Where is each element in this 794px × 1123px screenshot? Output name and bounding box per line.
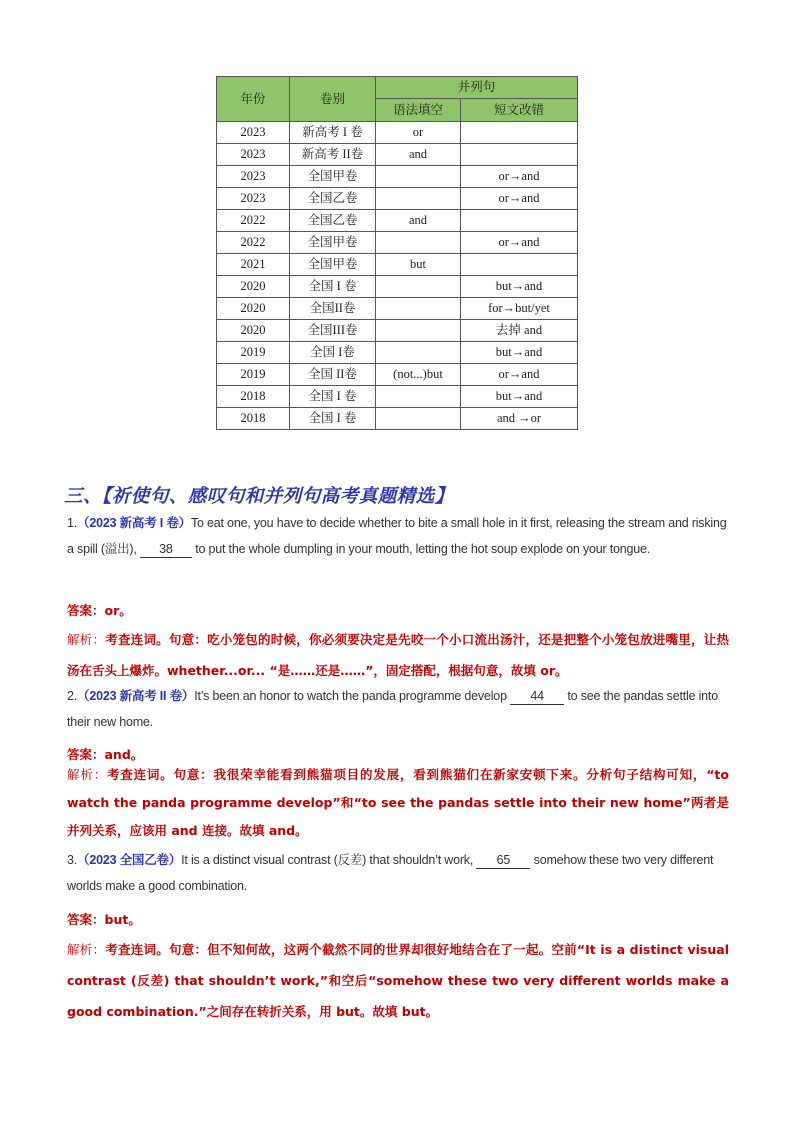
cell-year: 2020 bbox=[217, 320, 290, 342]
cell-paper: 全国甲卷 bbox=[290, 254, 376, 276]
header-grammar-fill: 语法填空 bbox=[376, 99, 461, 122]
cell-year: 2022 bbox=[217, 232, 290, 254]
question-text: to put the whole dumpling in your mouth, letting the hot soup explode on your tongue. bbox=[195, 542, 651, 556]
explanation-label: 解析： bbox=[67, 632, 106, 647]
cell-year: 2019 bbox=[217, 342, 290, 364]
cell-grammar-fill: or bbox=[376, 122, 461, 144]
cell-grammar-fill bbox=[376, 386, 461, 408]
cell-error-correction bbox=[461, 254, 578, 276]
cell-error-correction: for→but/yet bbox=[461, 298, 578, 320]
cell-year: 2018 bbox=[217, 386, 290, 408]
cell-year: 2020 bbox=[217, 276, 290, 298]
header-paper: 卷别 bbox=[290, 77, 376, 122]
cell-year: 2019 bbox=[217, 364, 290, 386]
cell-grammar-fill bbox=[376, 276, 461, 298]
cell-year: 2023 bbox=[217, 144, 290, 166]
cell-error-correction bbox=[461, 122, 578, 144]
cell-error-correction bbox=[461, 144, 578, 166]
question-1 bbox=[67, 510, 727, 562]
blank-number: 44 bbox=[510, 688, 564, 705]
table-row bbox=[217, 298, 578, 320]
cell-year: 2023 bbox=[217, 122, 290, 144]
table-row bbox=[217, 276, 578, 298]
cell-error-correction: but→and bbox=[461, 276, 578, 298]
table-row bbox=[217, 254, 578, 276]
table-row bbox=[217, 188, 578, 210]
header-error-correction: 短文改错 bbox=[461, 99, 578, 122]
table-row bbox=[217, 408, 578, 430]
cell-paper: 全国甲卷 bbox=[290, 232, 376, 254]
question-text: To eat one, you have to decide whether to bite a small hole in it first, releasing the stream and risking a spill (溢出), bbox=[67, 516, 727, 556]
blank-number: 38 bbox=[140, 541, 192, 558]
cell-paper: 全国II卷 bbox=[290, 298, 376, 320]
question-text: It is a distinct visual contrast (反差) that shouldn’t work, bbox=[181, 853, 474, 867]
explanation-text: 考查连词。句意：但不知何故，这两个截然不同的世界却很好地结合在了一起。空前“It is a distinct visual contrast (反差) that shouldn’t work,”和空后“somehow these two very different worlds make a good combination.”之间存在转折关系，用 but。故填 but。 bbox=[67, 942, 729, 1019]
question-source: （2023 新高考 I 卷） bbox=[77, 516, 191, 530]
cell-year: 2023 bbox=[217, 166, 290, 188]
cell-year: 2018 bbox=[217, 408, 290, 430]
cell-paper: 全国III卷 bbox=[290, 320, 376, 342]
blank-number: 65 bbox=[476, 852, 530, 869]
table-row bbox=[217, 386, 578, 408]
cell-paper: 全国 I卷 bbox=[290, 342, 376, 364]
cell-grammar-fill bbox=[376, 342, 461, 364]
question-source: （2023 新高考 II 卷） bbox=[77, 689, 195, 703]
cell-grammar-fill bbox=[376, 166, 461, 188]
cell-year: 2022 bbox=[217, 210, 290, 232]
question-number: 3. bbox=[67, 853, 78, 867]
cell-paper: 全国 I 卷 bbox=[290, 408, 376, 430]
cell-grammar-fill: (not...)but bbox=[376, 364, 461, 386]
cell-paper: 新高考 II卷 bbox=[290, 144, 376, 166]
explanation-text: 考查连词。句意：我很荣幸能看到熊猫项目的发展，看到熊猫们在新家安顿下来。分析句子结构可知，“to watch the panda programme develop”和“to see the pandas settle into their new home”两者是并列关系，应该用 and 连接。故填 and。 bbox=[67, 767, 729, 838]
section-title: 三、【祈使句、感叹句和并列句高考真题精选】 bbox=[64, 486, 454, 507]
table-row bbox=[217, 144, 578, 166]
cell-grammar-fill: but bbox=[376, 254, 461, 276]
question-2 bbox=[67, 683, 727, 735]
cell-grammar-fill bbox=[376, 408, 461, 430]
cell-error-correction: 去掉 and bbox=[461, 320, 578, 342]
header-compound-sentence: 并列句 bbox=[376, 77, 578, 99]
explanation-label: 解析： bbox=[67, 767, 107, 782]
table-row bbox=[217, 210, 578, 232]
cell-paper: 全国 I 卷 bbox=[290, 276, 376, 298]
cell-year: 2020 bbox=[217, 298, 290, 320]
question-number: 2. bbox=[67, 689, 78, 703]
cell-error-correction: or→and bbox=[461, 232, 578, 254]
answer-2: 答案：and。 bbox=[67, 747, 144, 762]
cell-error-correction: but→and bbox=[461, 386, 578, 408]
table-row bbox=[217, 166, 578, 188]
cell-paper: 全国 I 卷 bbox=[290, 386, 376, 408]
cell-paper: 新高考 I 卷 bbox=[290, 122, 376, 144]
explanation-text: 考查连词。句意：吃小笼包的时候，你必须要决定是先咬一个小口流出汤汁，还是把整个小笼包放进嘴里，让热汤在舌头上爆炸。whether...or... “是……还是……”，固定搭配，根据句意，故填 or。 bbox=[67, 632, 729, 678]
cell-error-correction: or→and bbox=[461, 188, 578, 210]
cell-error-correction: and →or bbox=[461, 408, 578, 430]
question-number: 1. bbox=[67, 516, 78, 530]
table-row bbox=[217, 232, 578, 254]
table-row bbox=[217, 320, 578, 342]
cell-error-correction bbox=[461, 210, 578, 232]
explanation-1 bbox=[67, 624, 729, 686]
explanation-2 bbox=[67, 761, 729, 845]
table-row bbox=[217, 364, 578, 386]
cell-year: 2023 bbox=[217, 188, 290, 210]
cell-error-correction: or→and bbox=[461, 364, 578, 386]
cell-grammar-fill bbox=[376, 320, 461, 342]
cell-paper: 全国乙卷 bbox=[290, 188, 376, 210]
cell-grammar-fill bbox=[376, 232, 461, 254]
table-row bbox=[217, 122, 578, 144]
cell-grammar-fill bbox=[376, 298, 461, 320]
cell-paper: 全国乙卷 bbox=[290, 210, 376, 232]
answer-3: 答案：but。 bbox=[67, 912, 141, 927]
question-source: （2023 全国乙卷） bbox=[77, 853, 182, 867]
explanation-3 bbox=[67, 934, 729, 1027]
cell-grammar-fill: and bbox=[376, 144, 461, 166]
cell-paper: 全国甲卷 bbox=[290, 166, 376, 188]
cell-error-correction: or→and bbox=[461, 166, 578, 188]
header-year: 年份 bbox=[217, 77, 290, 122]
cell-paper: 全国 II卷 bbox=[290, 364, 376, 386]
answer-1: 答案：or。 bbox=[67, 603, 132, 618]
explanation-label: 解析： bbox=[67, 942, 106, 957]
cell-year: 2021 bbox=[217, 254, 290, 276]
question-3 bbox=[67, 847, 727, 899]
cell-grammar-fill bbox=[376, 188, 461, 210]
answer-summary-table bbox=[216, 76, 578, 430]
question-text: somehow these two very different worlds make a good combination. bbox=[67, 853, 714, 893]
question-text: to see the pandas settle into their new home. bbox=[67, 689, 718, 729]
question-text: It’s been an honor to watch the panda programme develop bbox=[194, 689, 507, 703]
table-body bbox=[217, 122, 578, 430]
cell-error-correction: but→and bbox=[461, 342, 578, 364]
table-row bbox=[217, 342, 578, 364]
cell-grammar-fill: and bbox=[376, 210, 461, 232]
